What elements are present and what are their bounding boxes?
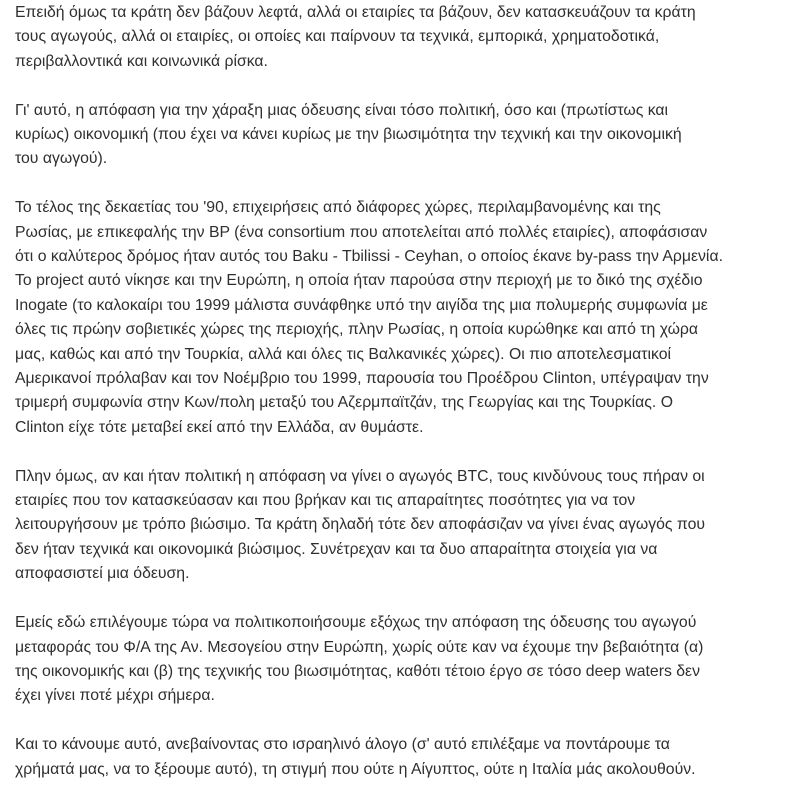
text-line: αποφασιστεί μια όδευση. xyxy=(15,565,190,583)
paragraph-4 xyxy=(15,465,785,587)
text-line: λειτουργήσουν με τρόπο βιώσιμο. Τα κράτη δηλαδή τότε δεν αποφάσιζαν να γίνει ένας αγωγός που xyxy=(15,516,706,534)
article-body xyxy=(15,1,785,806)
text-line: Αμερικανοί πρόλαβαν και τον Νοέμβριο του 1999, παρουσία του Προέδρου Clinton, υπέγραψαν την xyxy=(15,370,709,388)
paragraph-2 xyxy=(15,99,785,172)
paragraph-1 xyxy=(15,1,785,74)
text-line: δεν ήταν τεχνικά και οικονομικά βιώσιμος. Συνέτρεχαν και τα δυο απαραίτητα στοιχεία για να xyxy=(15,540,658,558)
paragraph-5 xyxy=(15,611,785,709)
text-line: χρήματά μας, να το ξέρουμε αυτό), τη στιγμή που ούτε η Αίγυπτος, ούτε η Ιταλία μάς ακολουθούν. xyxy=(15,760,696,778)
text-line: έχει γίνει ποτέ μέχρι σήμερα. xyxy=(15,687,215,705)
text-line: τους αγωγούς, αλλά οι εταιρίες, οι οποίες και παίρνουν τα τεχνικά, εμπορικά, χρηματοδοτικά, xyxy=(15,28,660,46)
text-line: Inogate (το καλοκαίρι του 1999 μάλιστα συνάφθηκε υπό την αιγίδα της μια πολυμερής συμφωνία με xyxy=(15,296,708,314)
paragraph-3 xyxy=(15,196,785,440)
text-line: Clinton είχε τότε μεταβεί εκεί από την Ελλάδα, αν θυμάστε. xyxy=(15,418,424,436)
paragraph-6 xyxy=(15,733,785,782)
text-line: Γι' αυτό, η απόφαση για την χάραξη μιας όδευσης είναι τόσο πολιτική, όσο και (πρωτίστως και xyxy=(15,101,669,119)
text-line: Ρωσίας, με επικεφαλής την BP (ένα consortium που αποτελείται από πολλές εταιρίες), αποφάσισαν xyxy=(15,223,708,241)
text-line: ότι ο καλύτερος δρόμος ήταν αυτός του Baku - Tbilissi - Ceyhan, ο οποίος έκανε by-pass την Αρμενία. xyxy=(15,248,723,266)
text-line: Εμείς εδώ επιλέγουμε τώρα να πολιτικοποιήσουμε εξόχως την απόφαση της όδευσης του αγωγού xyxy=(15,614,697,632)
text-line: Επειδή όμως τα κράτη δεν βάζουν λεφτά, αλλά οι εταιρίες τα βάζουν, δεν κατασκευάζουν τα κράτη xyxy=(15,4,696,21)
text-line: περιβαλλοντικά και κοινωνικά ρίσκα. xyxy=(15,52,268,70)
text-line: Το project αυτό νίκησε και την Ευρώπη, η οποία ήταν παρούσα στην περιοχή με το δικό της σχέδιο xyxy=(15,272,703,290)
text-line: Πλην όμως, αν και ήταν πολιτική η απόφαση να γίνει ο αγωγός BTC, τους κινδύνους τους πήραν οι xyxy=(15,467,705,485)
text-line: Το τέλος της δεκαετίας του '90, επιχειρήσεις από διάφορες χώρες, περιλαμβανομένης και της xyxy=(15,199,661,217)
text-line: τριμερή συμφωνία στην Κων/πολη μεταξύ του Αζερμπαϊτζάν, της Γεωργίας και της Τουρκίας. Ο xyxy=(15,394,673,412)
text-line: Και το κάνουμε αυτό, ανεβαίνοντας στο ισραηλινό άλογο (σ' αυτό επιλέξαμε να ποντάρουμε τα xyxy=(15,736,670,754)
text-line: μας, καθώς και από την Τουρκία, αλλά και όλες τις Βαλκανικές χώρες). Οι πιο αποτελεσματικοί xyxy=(15,345,672,363)
text-line: όλες τις πρώην σοβιετικές χώρες της περιοχής, πλην Ρωσίας, η οποία κυρώθηκε και από τη χώρα xyxy=(15,321,699,339)
text-line: της οικονομικής και (β) της τεχνικής του βιωσιμότητας, καθότι τέτοιο έργο σε τόσο deep waters δεν xyxy=(15,662,700,680)
text-line: του αγωγού). xyxy=(15,150,108,168)
text-line: εταιρίες που τον κατασκεύασαν και που βρήκαν και τις απαραίτητες ποσότητες για να τον xyxy=(15,492,636,510)
text-line: μεταφοράς του Φ/Α της Αν. Μεσογείου στην Ευρώπη, χωρίς ούτε καν να έχουμε την βεβαιότητα (α) xyxy=(15,638,704,656)
text-line: κυρίως) οικονομική (που έχει να κάνει κυρίως με την βιωσιμότητα την τεχνική και την οικονομική xyxy=(15,126,682,144)
